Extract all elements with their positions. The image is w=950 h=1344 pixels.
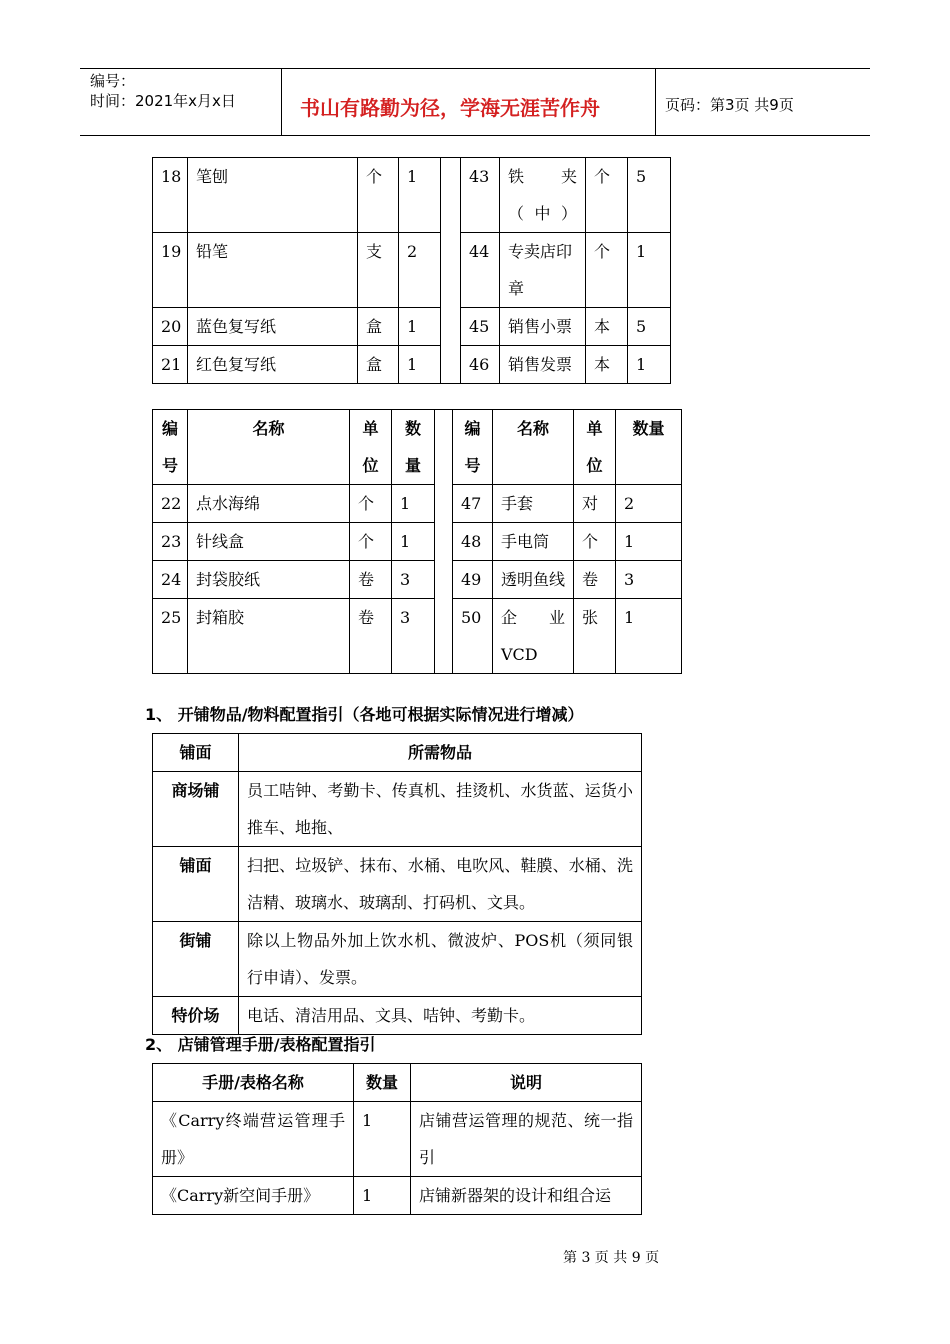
item-no: 24 (153, 561, 188, 599)
item-qty: 1 (628, 346, 671, 384)
item-name: 销售小票 (500, 308, 586, 346)
item-qty: 5 (628, 158, 671, 233)
item-unit: 个 (350, 485, 392, 523)
shop-items: 除以上物品外加上饮水机、微波炉、POS机（须同银行申请）、发票。 (239, 922, 642, 997)
header-divider-left (281, 68, 282, 136)
item-unit: 本 (586, 308, 628, 346)
table-row (153, 922, 642, 997)
manual-name: 《Carry新空间手册》 (153, 1177, 354, 1215)
manual-config-table (152, 1063, 642, 1215)
item-unit: 盒 (358, 346, 399, 384)
item-no: 45 (461, 308, 500, 346)
header-top-rule (80, 68, 870, 69)
shop-type: 铺面 (153, 847, 239, 922)
item-no: 21 (153, 346, 188, 384)
manual-qty: 1 (354, 1102, 411, 1177)
item-unit: 卷 (350, 561, 392, 599)
item-no: 18 (153, 158, 188, 233)
table-row (153, 997, 642, 1035)
header-time-label: 时间：2021年x月x日 (90, 92, 236, 110)
item-qty: 3 (392, 561, 435, 599)
item-name: 蓝色复写纸 (188, 308, 358, 346)
table-header-row (153, 410, 682, 485)
header-name: 名称 (493, 410, 574, 485)
item-name: 企业VCD (493, 599, 574, 674)
item-name: 手电筒 (493, 523, 574, 561)
header-name: 名称 (188, 410, 350, 485)
item-name: 封袋胶纸 (188, 561, 350, 599)
table-row (153, 847, 642, 922)
item-qty: 1 (616, 523, 682, 561)
table-row (153, 1177, 642, 1215)
item-no: 43 (461, 158, 500, 233)
item-name: 针线盒 (188, 523, 350, 561)
item-unit: 个 (586, 158, 628, 233)
header-page-label: 页码：第3页 共9页 (665, 96, 794, 114)
item-unit: 张 (574, 599, 616, 674)
header-unit: 单位 (574, 410, 616, 485)
manual-desc: 店铺新器架的设计和组合运 (411, 1177, 642, 1215)
header-unit: 单位 (350, 410, 392, 485)
table-header-row (153, 734, 642, 772)
supplies-table-2 (152, 409, 682, 674)
table-gap (435, 410, 453, 674)
header-shop: 铺面 (153, 734, 239, 772)
item-name: 手套 (493, 485, 574, 523)
header-no: 编号 (153, 410, 188, 485)
table-header-row (153, 1064, 642, 1102)
item-unit: 对 (574, 485, 616, 523)
item-unit: 个 (574, 523, 616, 561)
item-unit: 本 (586, 346, 628, 384)
item-name: 铁夹（中） (500, 158, 586, 233)
shop-items: 扫把、垃圾铲、抹布、水桶、电吹风、鞋膜、水桶、洗洁精、玻璃水、玻璃刮、打码机、文具。 (239, 847, 642, 922)
shop-type: 街铺 (153, 922, 239, 997)
item-name: 销售发票 (500, 346, 586, 384)
item-qty: 5 (628, 308, 671, 346)
item-qty: 1 (399, 158, 441, 233)
item-name: 专卖店印章 (500, 233, 586, 308)
item-qty: 3 (392, 599, 435, 674)
item-qty: 1 (399, 346, 441, 384)
item-qty: 1 (616, 599, 682, 674)
table-row (153, 561, 682, 599)
shop-type: 特价场 (153, 997, 239, 1035)
shop-items: 员工咭钟、考勤卡、传真机、挂烫机、水货蓝、运货小推车、地拖、 (239, 772, 642, 847)
item-no: 46 (461, 346, 500, 384)
header-no: 编号 (453, 410, 493, 485)
store-opening-table (152, 733, 642, 1035)
item-qty: 2 (399, 233, 441, 308)
section-1-title: 1、 开铺物品/物料配置指引（各地可根据实际情况进行增减） (145, 705, 584, 724)
item-qty: 1 (392, 485, 435, 523)
header-number-label: 编号： (90, 72, 136, 90)
item-no: 20 (153, 308, 188, 346)
item-name: 点水海绵 (188, 485, 350, 523)
item-unit: 支 (358, 233, 399, 308)
item-no: 19 (153, 233, 188, 308)
header-manual-qty: 数量 (354, 1064, 411, 1102)
item-no: 48 (453, 523, 493, 561)
table-row (153, 523, 682, 561)
item-no: 25 (153, 599, 188, 674)
item-qty: 2 (616, 485, 682, 523)
item-qty: 3 (616, 561, 682, 599)
shop-items: 电话、清洁用品、文具、咭钟、考勤卡。 (239, 997, 642, 1035)
manual-name: 《Carry终端营运管理手册》 (153, 1102, 354, 1177)
item-name: 笔刨 (188, 158, 358, 233)
item-name: 透明鱼线 (493, 561, 574, 599)
header-items: 所需物品 (239, 734, 642, 772)
item-no: 23 (153, 523, 188, 561)
table-row (153, 308, 671, 346)
table-row (153, 1102, 642, 1177)
table-row (153, 233, 671, 308)
manual-desc: 店铺营运管理的规范、统一指引 (411, 1102, 642, 1177)
item-no: 50 (453, 599, 493, 674)
item-unit: 卷 (574, 561, 616, 599)
header-qty: 数量 (616, 410, 682, 485)
item-unit: 卷 (350, 599, 392, 674)
section-2-title: 2、 店铺管理手册/表格配置指引 (145, 1035, 376, 1054)
item-name: 铅笔 (188, 233, 358, 308)
item-unit: 盒 (358, 308, 399, 346)
item-no: 47 (453, 485, 493, 523)
header-bottom-rule (80, 135, 870, 136)
item-no: 49 (453, 561, 493, 599)
item-no: 22 (153, 485, 188, 523)
header-manual-name: 手册/表格名称 (153, 1064, 354, 1102)
table-row (153, 772, 642, 847)
item-qty: 1 (392, 523, 435, 561)
table-row (153, 346, 671, 384)
table-row (153, 599, 682, 674)
item-unit: 个 (358, 158, 399, 233)
item-qty: 1 (399, 308, 441, 346)
item-unit: 个 (350, 523, 392, 561)
item-qty: 1 (628, 233, 671, 308)
item-no: 44 (461, 233, 500, 308)
header-qty: 数量 (392, 410, 435, 485)
manual-qty: 1 (354, 1177, 411, 1215)
table-row (153, 158, 671, 233)
item-unit: 个 (586, 233, 628, 308)
table-row (153, 485, 682, 523)
header-divider-right (655, 68, 656, 136)
item-name: 红色复写纸 (188, 346, 358, 384)
supplies-table-1 (152, 157, 671, 384)
shop-type: 商场铺 (153, 772, 239, 847)
table-gap (441, 158, 461, 384)
item-name: 封箱胶 (188, 599, 350, 674)
header-motto: 书山有路勤为径，学海无涯苦作舟 (300, 96, 600, 120)
page-footer: 第 3 页 共 9 页 (563, 1250, 660, 1266)
header-manual-desc: 说明 (411, 1064, 642, 1102)
